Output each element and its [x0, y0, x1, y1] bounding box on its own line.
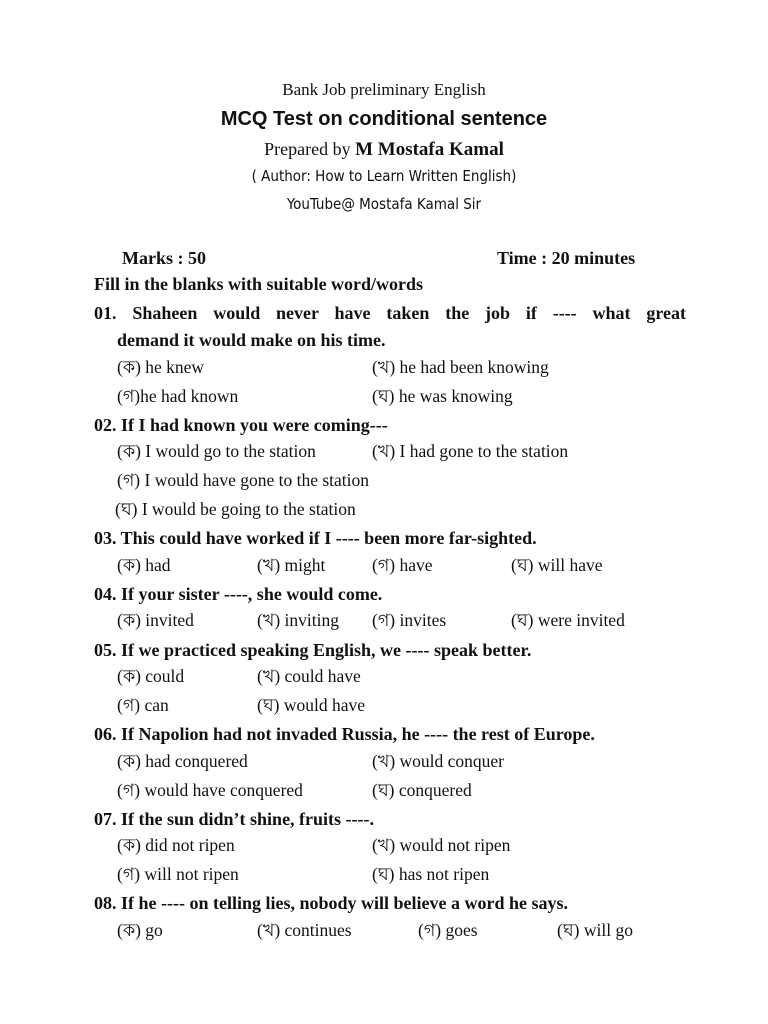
q07-option-kha[interactable]: (খ) would not ripen	[372, 835, 511, 855]
q06-option-ka[interactable]: (ক) had conquered	[117, 751, 248, 771]
q02-option-ga[interactable]: (গ) I would have gone to the station	[117, 470, 370, 490]
time-label: Time : 20 minutes	[497, 248, 636, 268]
q05-option-ga[interactable]: (গ) can	[117, 695, 169, 715]
q06-option-kha[interactable]: (খ) would conquer	[372, 751, 505, 771]
question-05: 05. If we practiced speaking English, we ---- speak better.	[94, 640, 532, 660]
q04-option-gha[interactable]: (ঘ) were invited	[511, 610, 625, 630]
q01-option-ga[interactable]: (গ)he had known	[117, 386, 239, 406]
question-03: 03. This could have worked if I ---- been more far-sighted.	[94, 528, 537, 548]
q07-option-gha[interactable]: (ঘ) has not ripen	[372, 864, 490, 884]
q07-option-ga[interactable]: (গ) will not ripen	[117, 864, 239, 884]
q04-option-kha[interactable]: (খ) inviting	[257, 610, 339, 630]
document-title: MCQ Test on conditional sentence	[220, 108, 548, 130]
q02-option-ka[interactable]: (ক) I would go to the station	[117, 441, 316, 461]
question-06: 06. If Napolion had not invaded Russia, he ---- the rest of Europe.	[94, 724, 595, 744]
q02-option-gha[interactable]: (ঘ) I would be going to the station	[115, 499, 356, 519]
author-name: M Mostafa Kamal	[355, 139, 504, 160]
q03-option-ka[interactable]: (ক) had	[117, 555, 171, 575]
q01-option-kha[interactable]: (খ) he had been knowing	[372, 357, 549, 377]
q04-option-ga[interactable]: (গ) invites	[372, 610, 447, 630]
q06-option-ga[interactable]: (গ) would have conquered	[117, 780, 303, 800]
question-08: 08. If he ---- on telling lies, nobody will believe a word he says.	[94, 893, 569, 913]
prepared-by-label: Prepared by	[264, 139, 356, 159]
q03-option-gha[interactable]: (ঘ) will have	[511, 555, 603, 575]
q03-option-ga[interactable]: (গ) have	[372, 555, 433, 575]
q08-option-gha[interactable]: (ঘ) will go	[557, 920, 633, 940]
marks-label: Marks : 50	[122, 248, 206, 268]
question-02: 02. If I had known you were coming---	[94, 415, 388, 435]
question-01-line-1: 01. Shaheen would never have taken the job if ---- what great	[94, 303, 686, 323]
q03-option-kha[interactable]: (খ) might	[257, 555, 326, 575]
youtube-line: YouTube@ Mostafa Kamal Sir	[286, 195, 482, 213]
instruction-text: Fill in the blanks with suitable word/words	[94, 274, 424, 294]
q01-option-ka[interactable]: (ক) he knew	[117, 357, 205, 377]
document-subtitle: Bank Job preliminary English	[282, 80, 486, 99]
q08-option-ka[interactable]: (ক) go	[117, 920, 163, 940]
q04-option-ka[interactable]: (ক) invited	[117, 610, 194, 630]
author-book-line: ( Author: How to Learn Written English)	[251, 167, 517, 185]
q05-option-ka[interactable]: (ক) could	[117, 666, 185, 686]
q01-option-gha[interactable]: (ঘ) he was knowing	[372, 386, 513, 406]
question-04: 04. If your sister ----, she would come.	[94, 584, 383, 604]
q06-option-gha[interactable]: (ঘ) conquered	[372, 780, 472, 800]
prepared-by-line	[0, 139, 768, 161]
question-07: 07. If the sun didn’t shine, fruits ----.	[94, 809, 375, 829]
q05-option-gha[interactable]: (ঘ) would have	[257, 695, 365, 715]
q08-option-kha[interactable]: (খ) continues	[257, 920, 352, 940]
q08-option-ga[interactable]: (গ) goes	[418, 920, 478, 940]
q02-option-kha[interactable]: (খ) I had gone to the station	[372, 441, 569, 461]
question-01-line-2: demand it would make on his time.	[117, 330, 386, 350]
q05-option-kha[interactable]: (খ) could have	[257, 666, 361, 686]
q07-option-ka[interactable]: (ক) did not ripen	[117, 835, 235, 855]
